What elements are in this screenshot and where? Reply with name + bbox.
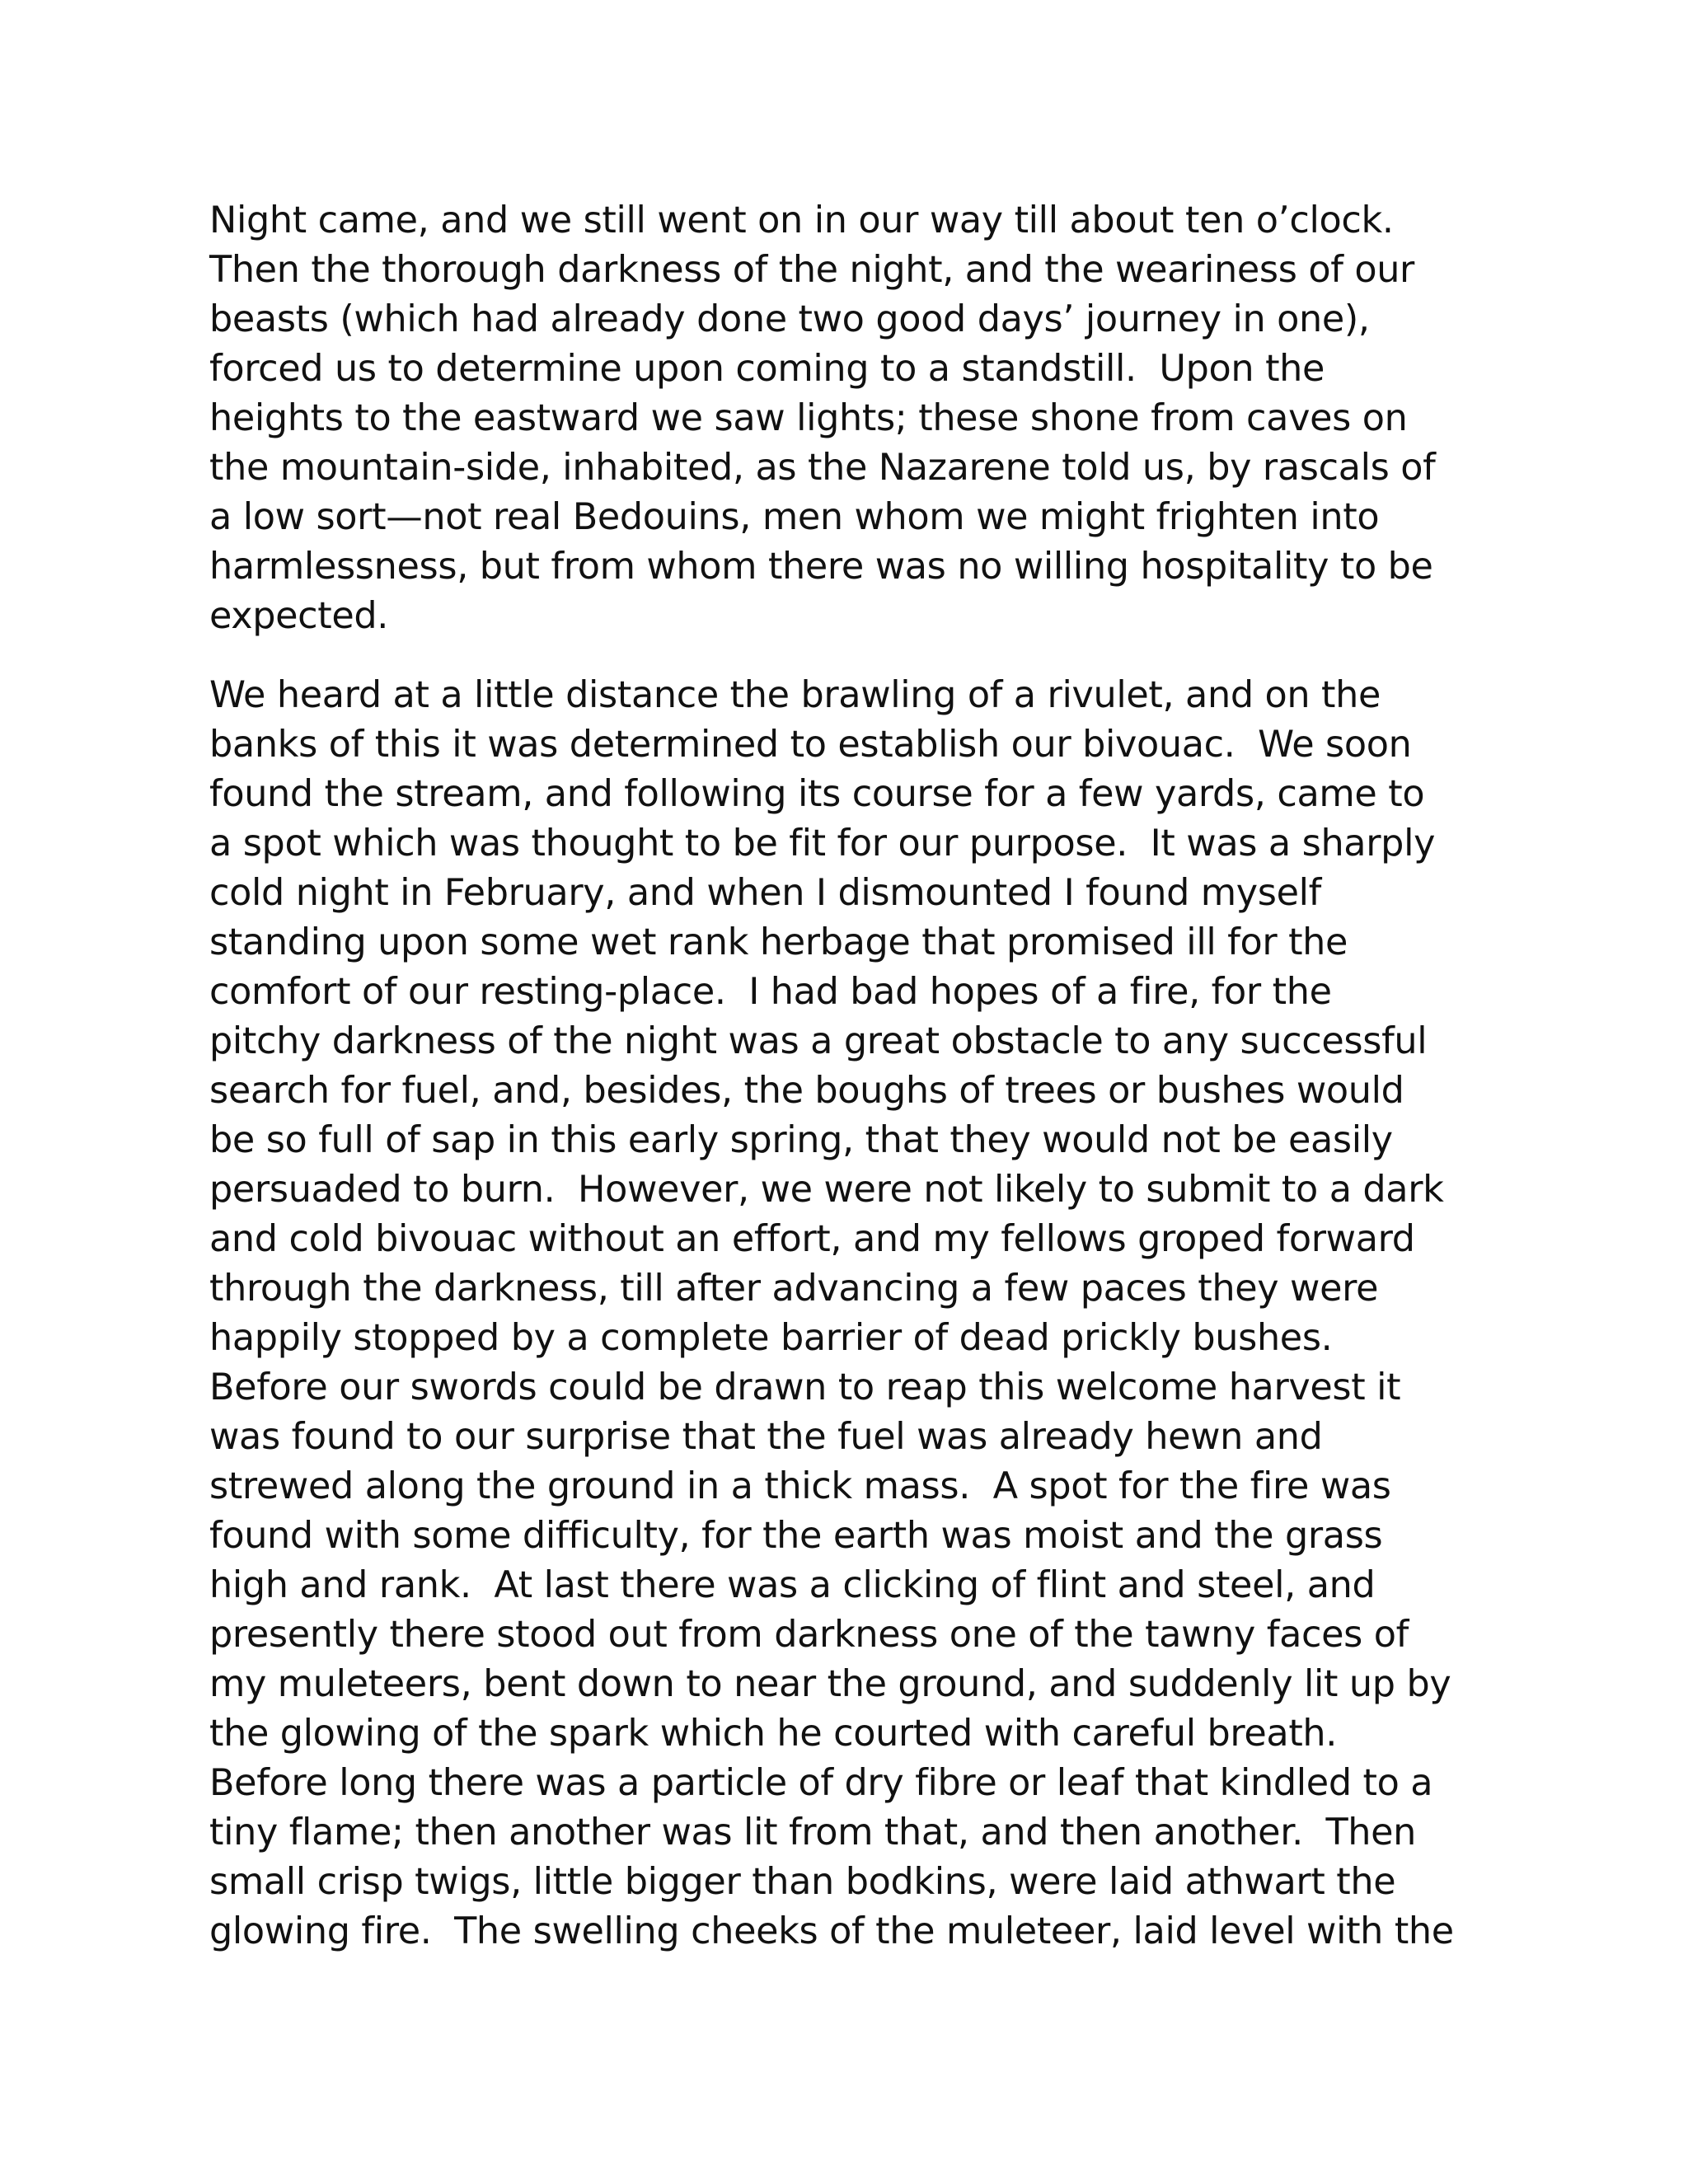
text-line: presently there stood out from darkness one of the tawny faces of [209,1614,1409,1656]
text-line: found with some difficulty, for the earth was moist and the grass [209,1515,1383,1557]
text-line: strewed along the ground in a thick mass. A spot for the fire was [209,1465,1391,1507]
text-line: be so full of sap in this early spring, that they would not be easily [209,1119,1393,1161]
text-line: glowing fire. The swelling cheeks of the muleteer, laid level with the [209,1910,1454,1952]
text-line: cold night in February, and when I dismounted I found myself [209,872,1321,914]
text-line: my muleteers, bent down to near the ground, and suddenly lit up by [209,1663,1451,1705]
text-line: Before our swords could be drawn to reap this welcome harvest it [209,1366,1401,1408]
text-line: was found to our surprise that the fuel was already hewn and [209,1416,1323,1458]
paragraph-1 [209,196,1495,641]
text-line: Then the thorough darkness of the night, and the weariness of our [209,249,1415,291]
text-line: comfort of our resting-place. I had bad hopes of a fire, for the [209,971,1332,1013]
text-line: a spot which was thought to be fit for our purpose. It was a sharply [209,823,1436,865]
text-line: high and rank. At last there was a clicking of flint and steel, and [209,1564,1376,1606]
text-line: the mountain-side, inhabited, as the Nazarene told us, by rascals of [209,447,1436,489]
text-line: Night came, and we still went on in our way till about ten o’clock. [209,199,1394,241]
text-line: heights to the eastward we saw lights; these shone from caves on [209,397,1408,439]
text-line: tiny flame; then another was lit from that, and then another. Then [209,1811,1417,1854]
body-text [209,196,1495,1957]
text-line: Before long there was a particle of dry fibre or leaf that kindled to a [209,1762,1433,1804]
text-line: through the darkness, till after advancing a few paces they were [209,1268,1379,1310]
text-line: persuaded to burn. However, we were not likely to submit to a dark [209,1169,1444,1211]
text-line: the glowing of the spark which he courted with careful breath. [209,1713,1338,1755]
text-line: small crisp twigs, little bigger than bodkins, were laid athwart the [209,1861,1396,1903]
text-line: banks of this it was determined to establish our bivouac. We soon [209,724,1412,766]
text-line: We heard at a little distance the brawling of a rivulet, and on the [209,674,1381,716]
text-line: standing upon some wet rank herbage that promised ill for the [209,921,1348,963]
text-line: harmlessness, but from whom there was no willing hospitality to be [209,546,1433,588]
text-line: found the stream, and following its course for a few yards, came to [209,773,1425,815]
text-line: search for fuel, and, besides, the boughs of trees or bushes would [209,1070,1404,1112]
text-line: and cold bivouac without an effort, and my fellows groped forward [209,1218,1415,1260]
text-line: beasts (which had already done two good days’ journey in one), [209,298,1370,340]
text-line: pitchy darkness of the night was a great obstacle to any successful [209,1020,1428,1062]
paragraph-2 [209,671,1495,1957]
text-line: forced us to determine upon coming to a standstill. Upon the [209,348,1325,390]
text-line: expected. [209,595,389,637]
text-line: a low sort—not real Bedouins, men whom we might frighten into [209,496,1380,538]
text-line: happily stopped by a complete barrier of dead prickly bushes. [209,1317,1333,1359]
